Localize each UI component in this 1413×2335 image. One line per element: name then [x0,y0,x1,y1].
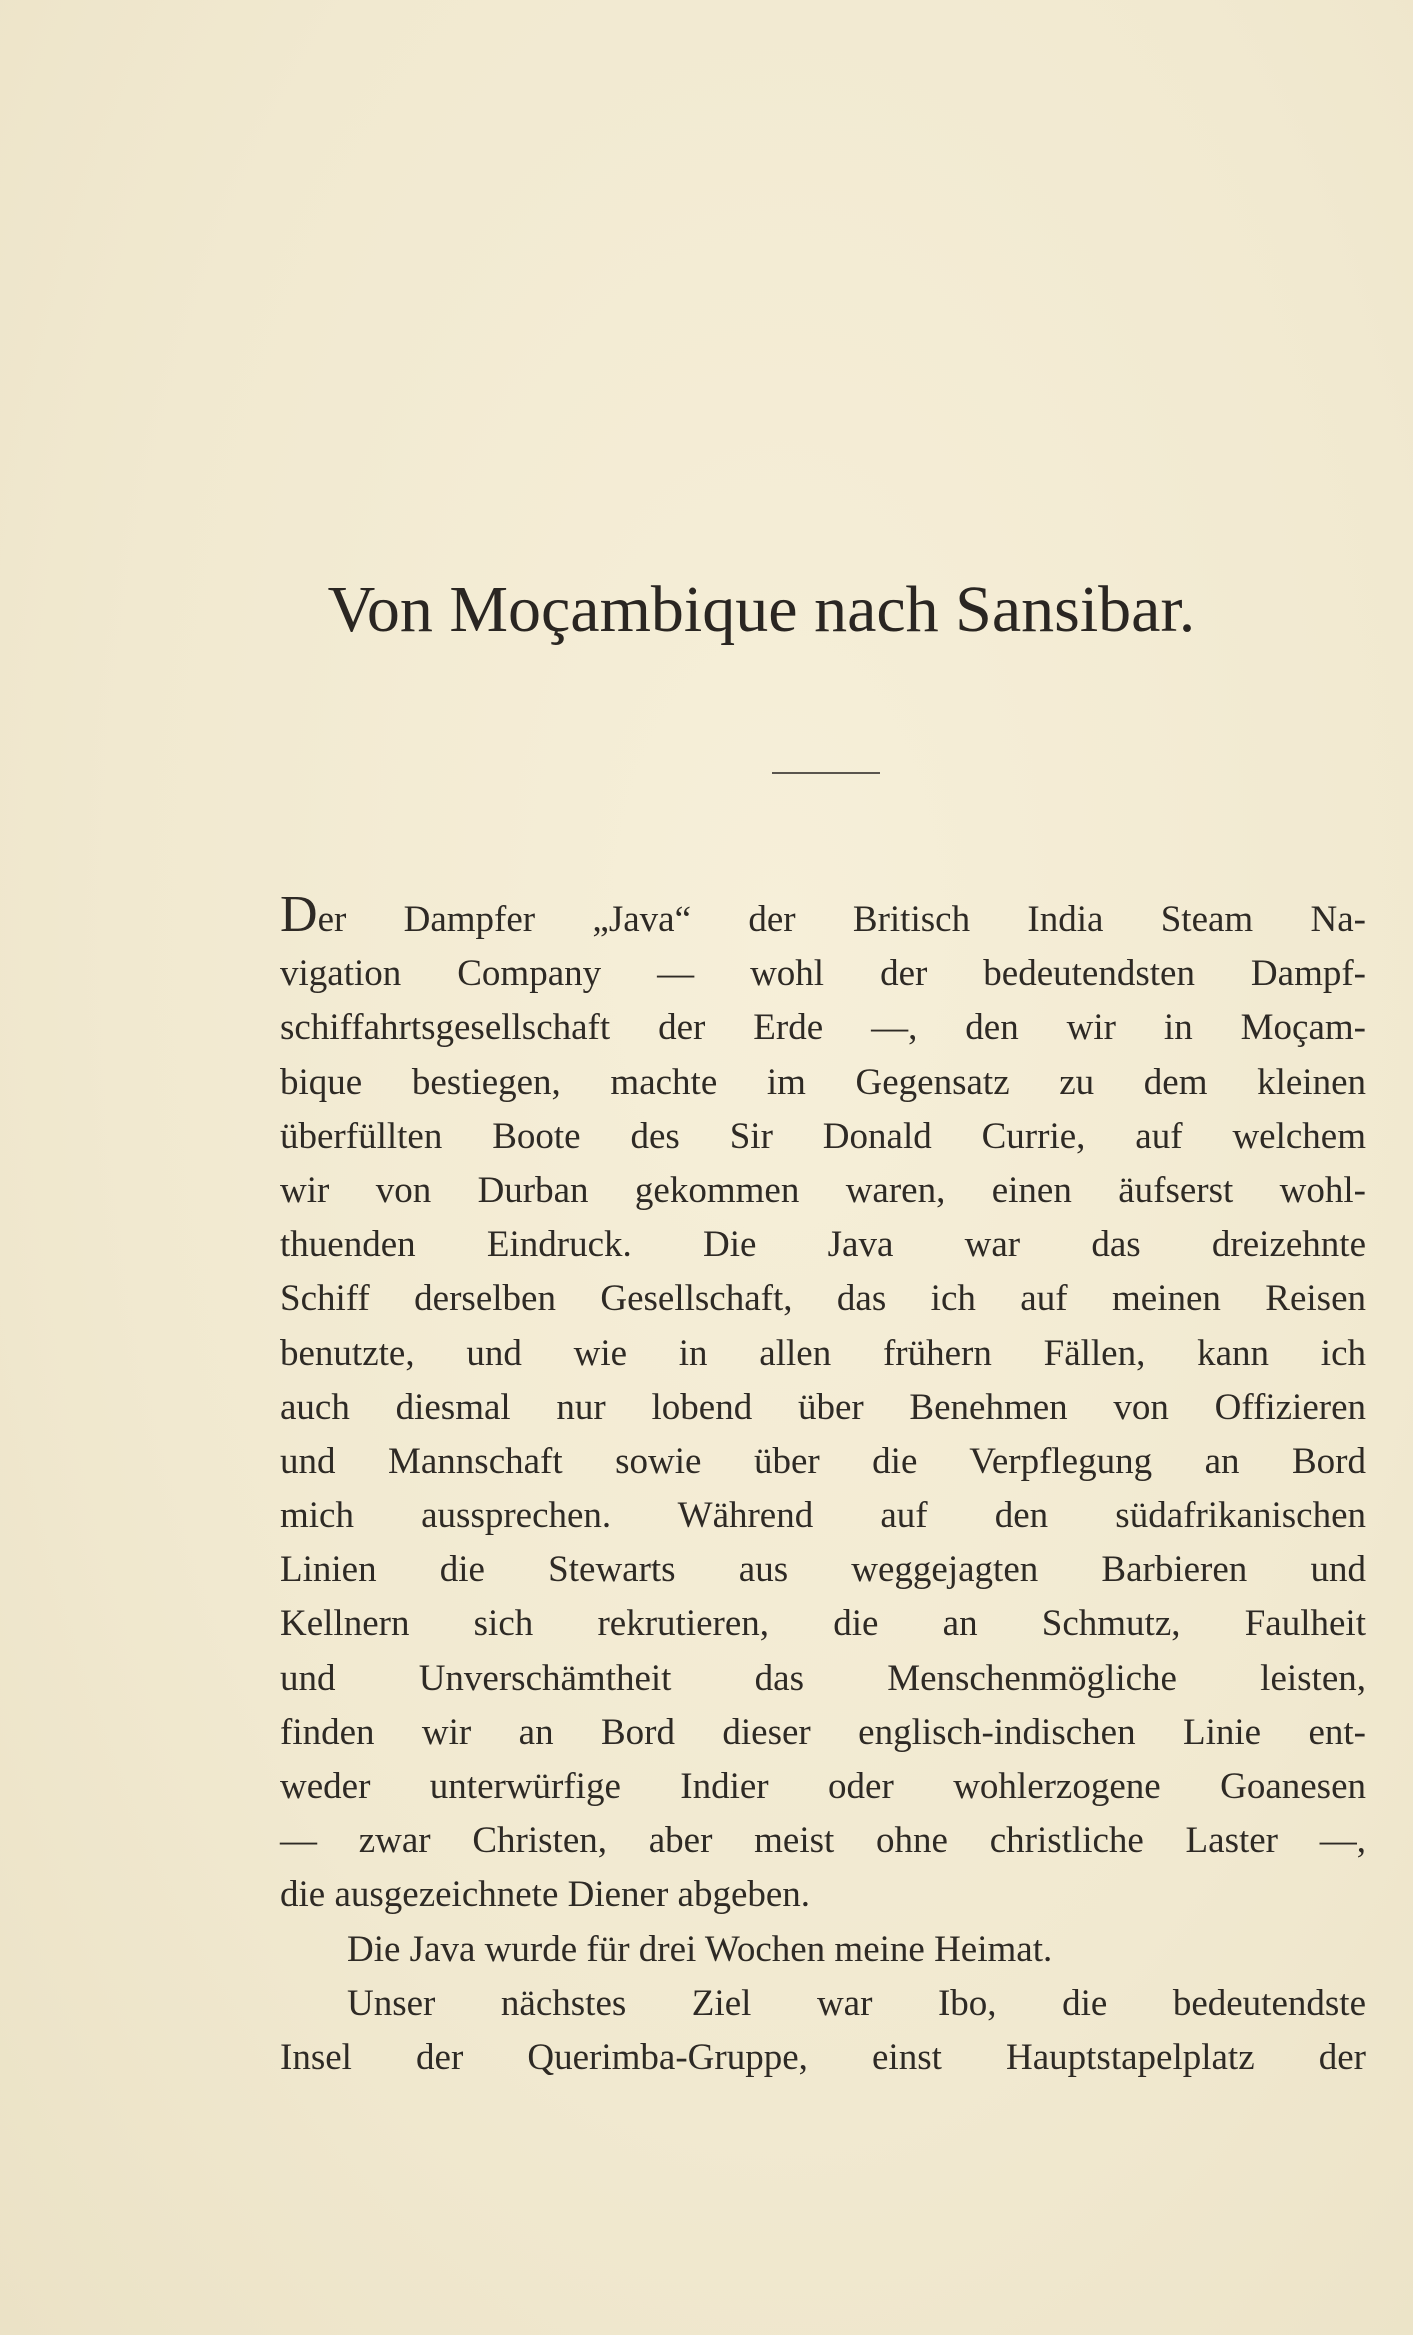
text-line: Insel der Querimba-Gruppe, einst Hauptstapelplatz der [280,2036,1366,2078]
title-divider-rule [772,772,880,774]
text-line: überfüllten Boote des Sir Donald Currie, auf welchem [280,1115,1366,1157]
text-line: schiffahrtsgesellschaft der Erde —, den wir in Moçam- [280,1007,1366,1049]
body-text [280,886,1366,2085]
text-line: — zwar Christen, aber meist ohne christliche Laster —, [280,1820,1366,1862]
chapter-title: Von Moçambique nach Sansibar. [327,573,1196,646]
text-line: Unser nächstes Ziel war Ibo, die bedeutendste [347,1982,1366,2024]
text-line: finden wir an Bord dieser englisch-indischen Linie ent- [280,1711,1366,1753]
text-line: Schiff derselben Gesellschaft, das ich auf meinen Reisen [280,1278,1366,1320]
text-line: mich aussprechen. Während auf den südafrikanischen [280,1495,1366,1537]
text-line: vigation Company — wohl der bedeutendsten Dampf- [280,953,1366,995]
text-line: weder unterwürfige Indier oder wohlerzogene Goanesen [280,1766,1366,1807]
text-line: thuenden Eindruck. Die Java war das dreizehnte [280,1224,1366,1266]
text-line: wir von Durban gekommen waren, einen äufserst wohl- [280,1169,1366,1211]
text-line: auch diesmal nur lobend über Benehmen von Offizieren [280,1386,1366,1428]
text-line [280,886,1366,947]
text-line: und Mannschaft sowie über die Verpflegung an Bord [280,1440,1366,1482]
drop-cap: D [280,886,318,943]
text-line: bique bestiegen, machte im Gegensatz zu dem kleinen [280,1061,1366,1103]
text-line: Kellnern sich rekrutieren, die an Schmutz, Faulheit [280,1603,1366,1645]
first-line-rest: er Dampfer „Java“ der Britisch India Steam Na- [317,899,1366,940]
text-line: benutzte, und wie in allen frühern Fällen, kann ich [280,1332,1366,1374]
text-line: Linien die Stewarts aus weggejagten Barbieren und [280,1549,1366,1591]
text-line: die ausgezeichnete Diener abgeben. [280,1874,811,1916]
text-line: und Unverschämtheit das Menschenmögliche leisten, [280,1657,1366,1699]
text-line: Die Java wurde für drei Wochen meine Heimat. [347,1928,1053,1970]
